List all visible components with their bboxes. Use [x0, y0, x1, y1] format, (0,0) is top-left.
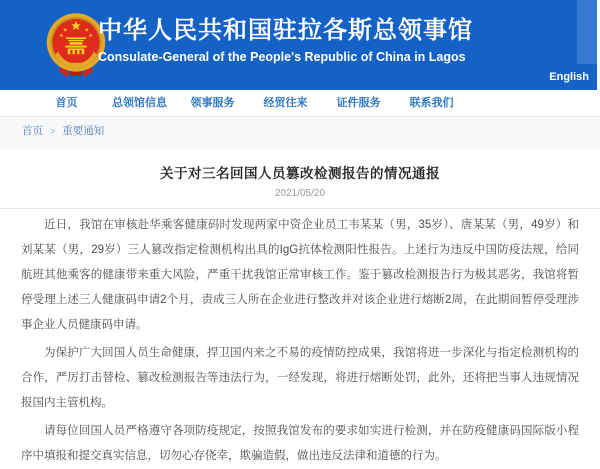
nav-item-home[interactable]: 首页 [55, 97, 78, 109]
site-title-cn: 中华人民共和国驻拉各斯总领事馆 [98, 18, 473, 44]
nav-item-contact-us[interactable]: 联系我们 [409, 97, 454, 109]
article-paragraph: 请每位回国人员严格遵守各项防疫规定，按照我馆发布的要求如实进行检测，并在防疫健康码国际版小程序中填报和提交真实信息，切勿心存侥幸，欺骗造假，做出违反法律和道德的行为。 [21, 425, 579, 462]
banner-titles [98, 16, 473, 64]
article-paragraph: 为保护广大回国人员生命健康，捍卫国内来之不易的疫情防控成果，我馆将进一步深化与指定检测机构的合作，严厉打击替检、篡改检测报告等违法行为，一经发现，将进行熔断处罚，此外，还将把当事人违规情况报国内主管机构。 [21, 347, 579, 409]
nav-item-economic-trade[interactable]: 经贸往来 [263, 97, 308, 109]
nav-item-consular-services[interactable]: 领事服务 [190, 97, 235, 109]
site-banner [0, 0, 600, 90]
nav-item-document-services[interactable]: 证件服务 [336, 97, 381, 109]
breadcrumb [0, 117, 600, 149]
article-body [21, 213, 579, 469]
breadcrumb-home[interactable]: 首页 [22, 125, 43, 137]
article-paragraph: 近日，我馆在审核赴华乘客健康码时发现两家中资企业员工韦某某（男，35岁）、唐某某（男，49岁）和刘某某（男，29岁）三人篡改指定检测机构出具的IgG抗体检测阳性报告。上述行为违反中国防疫法规，给同航班其他乘客的健康带来重大风险，严重干扰我馆正常审核工作。鉴于篡改检测报告行为极其恶劣，我馆将暂停受理上述三人健康码申请2个月，责成三人所在企业进行整改并对该企业进行熔断2周，在此期间暂停受理涉事企业人员健康码申请。 [21, 219, 579, 331]
title-divider [0, 208, 600, 209]
banner-highlight-strip [577, 0, 597, 64]
nav-item-consulate-info[interactable]: 总领馆信息 [112, 97, 167, 109]
site-title-en: Consulate-General of the People's Republic of China in Lagos [98, 50, 466, 64]
article-title: 关于对三名回国人员篡改检测报告的情况通报 [160, 166, 440, 181]
main-nav [0, 90, 600, 117]
article-date: 2021/05/20 [274, 188, 326, 199]
language-switch-english[interactable]: English [549, 71, 589, 83]
article [0, 162, 600, 469]
breadcrumb-current[interactable]: 重要通知 [62, 125, 105, 137]
breadcrumb-separator-icon: > [50, 126, 56, 136]
